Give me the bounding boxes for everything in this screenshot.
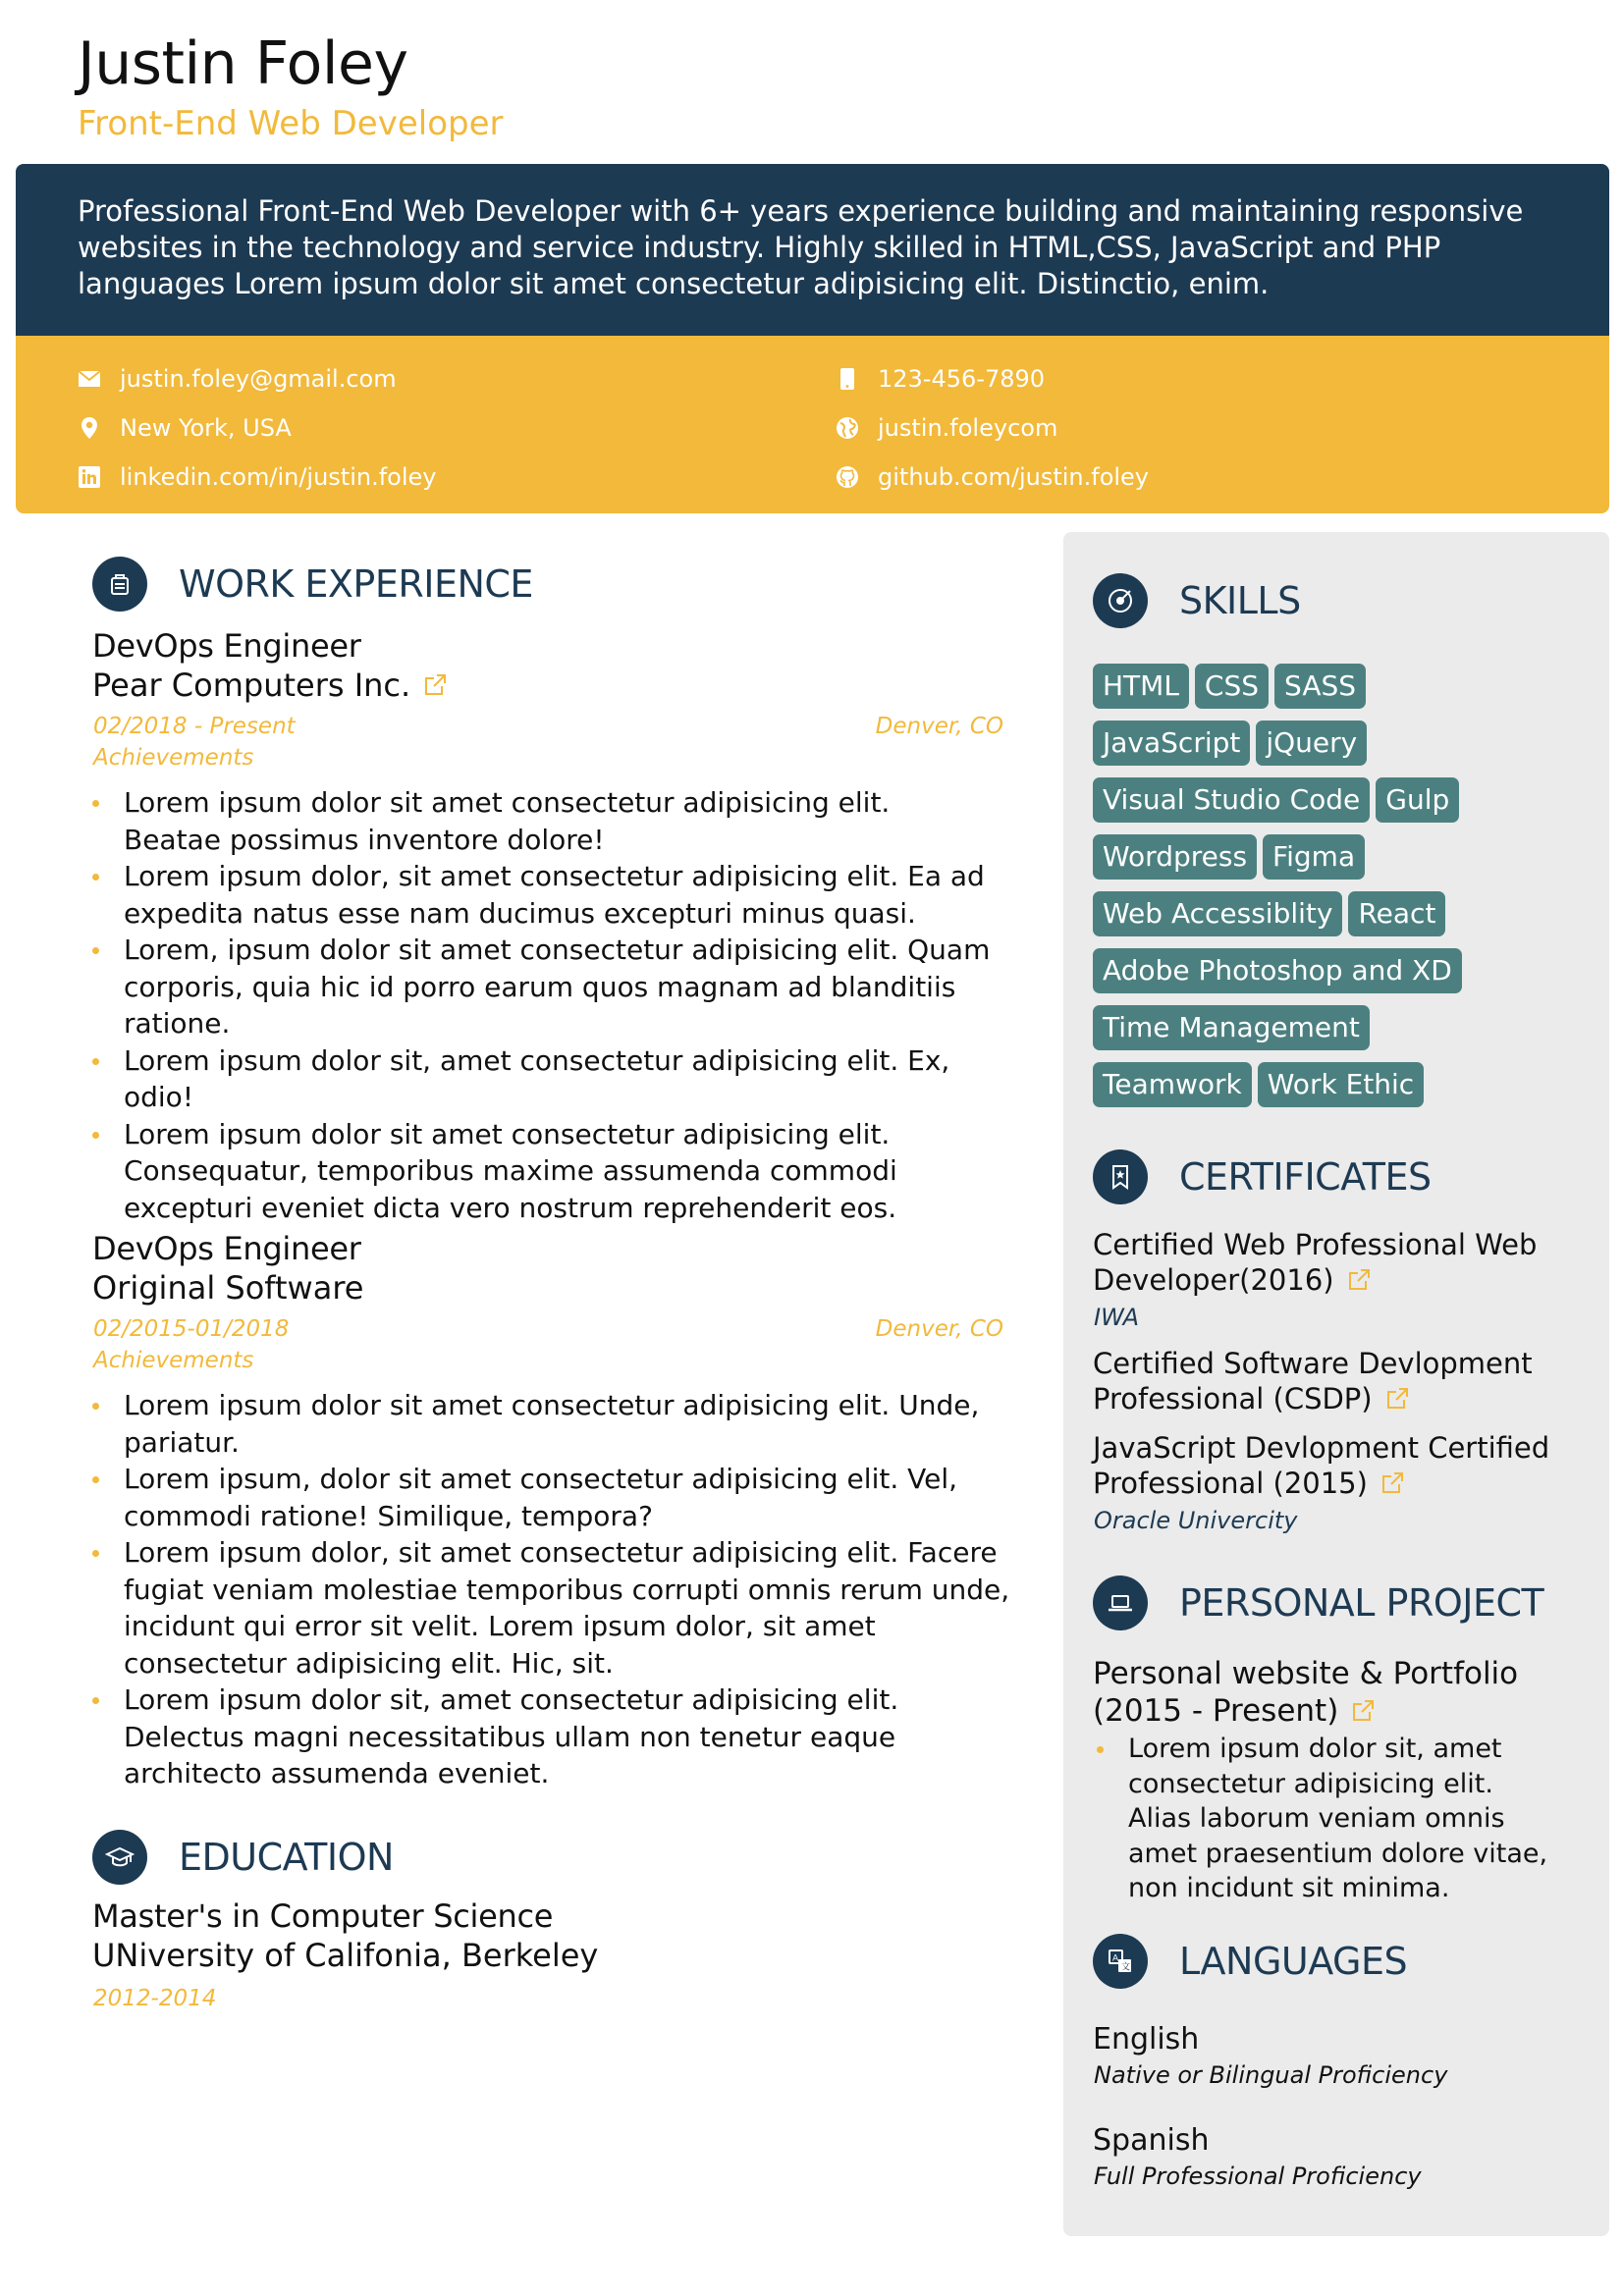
graduation-cap-icon — [92, 1830, 147, 1885]
job-title: DevOps Engineer — [92, 627, 361, 665]
certificate-item — [1093, 1346, 1533, 1416]
svg-text:A: A — [1112, 1953, 1119, 1964]
achievements-label: Achievements — [93, 1348, 254, 1373]
project-bullets — [1097, 1732, 1558, 1906]
skill-tag: CSS — [1195, 664, 1269, 709]
summary-text: Professional Front-End Web Developer with 6+ years experience building and maintaining responsive websites in the technology and service industry. Highly skilled in HTML,CSS, JavaScript and PHP languages Lorem ipsum dolor sit amet consectetur adipisicing elit. Distinctio, enim. — [78, 194, 1524, 300]
contact-website-text: justin.foleycom — [878, 414, 1058, 442]
mobile-phone-icon — [836, 367, 859, 391]
skill-row — [1093, 891, 1584, 948]
skill-tag: jQuery — [1256, 721, 1367, 766]
section-title: SKILLS — [1179, 579, 1301, 622]
job-company — [92, 1269, 363, 1307]
achievements-list — [92, 1387, 1010, 1792]
target-icon — [1093, 573, 1148, 628]
certificate-name-line2-wrap — [1093, 1381, 1533, 1416]
certificate-name-line1: Certified Web Professional Web — [1093, 1228, 1538, 1261]
contact-email[interactable] — [78, 364, 397, 394]
languages-heading — [1093, 1934, 1407, 1989]
company-name: Pear Computers Inc. — [92, 667, 411, 704]
job-dates: 02/2015-01/2018 — [93, 1316, 290, 1342]
education-dates: 2012-2014 — [93, 1986, 217, 2011]
section-title: CERTIFICATES — [1179, 1155, 1432, 1199]
list-item: Lorem ipsum, dolor sit amet consectetur adipisicing elit. Vel, commodi ratione! Similique, tempora? — [92, 1461, 1010, 1534]
list-item: Lorem ipsum dolor sit, amet consectetur adipisicing elit. Delectus magni necessitatibus ullam non tenetur eaque architecto assumenda eveniet. — [92, 1682, 1010, 1792]
project-title — [1093, 1655, 1518, 1730]
education-heading — [92, 1830, 394, 1885]
list-item: Lorem ipsum dolor sit, amet consectetur adipisicing elit. Ex, odio! — [92, 1042, 996, 1116]
certificate-name-line2: Developer(2016) — [1093, 1263, 1334, 1297]
certificates-heading — [1093, 1149, 1432, 1204]
linkedin-icon — [78, 465, 101, 489]
degree: Master's in Computer Science — [92, 1897, 554, 1935]
bookmark-star-icon — [1093, 1149, 1148, 1204]
certificate-issuer: IWA — [1094, 1304, 1140, 1331]
skill-row — [1093, 664, 1584, 721]
resume-role: Front-End Web Developer — [78, 104, 504, 143]
job-title: DevOps Engineer — [92, 1230, 361, 1267]
list-item: Lorem ipsum dolor sit amet consectetur adipisicing elit. Beatae possimus inventore dolore! — [92, 784, 996, 858]
laptop-icon — [1093, 1575, 1148, 1630]
list-item: Lorem ipsum dolor sit, amet consectetur adipisicing elit. Alias laborum veniam omnis amet praesentium dolore vitae, non incidunt sit minima. — [1097, 1732, 1558, 1906]
certificate-name-line2-wrap — [1093, 1466, 1549, 1501]
certificate-name-line1: Certified Software Devlopment — [1093, 1347, 1533, 1380]
contact-linkedin[interactable] — [78, 462, 436, 492]
achievements-list — [92, 784, 996, 1226]
project-title-line1: Personal website & Portfolio — [1093, 1656, 1519, 1691]
personal-project-heading — [1093, 1575, 1543, 1630]
skill-row — [1093, 777, 1584, 834]
work-experience-heading — [92, 557, 533, 612]
language-name: English — [1093, 2022, 1200, 2056]
external-link-icon[interactable] — [422, 672, 448, 698]
summary-panel — [16, 164, 1609, 336]
skill-tag: React — [1348, 891, 1445, 936]
svg-text:文: 文 — [1121, 1962, 1131, 1973]
certificate-name-line1: JavaScript Devlopment Certified — [1093, 1431, 1550, 1465]
project-title-line2-wrap — [1093, 1692, 1518, 1730]
skill-row — [1093, 721, 1584, 777]
company-name: Original Software — [92, 1269, 364, 1307]
school: UNiversity of Califonia, Berkeley — [92, 1937, 599, 1974]
certificate-issuer: Oracle Univercity — [1094, 1507, 1298, 1534]
map-pin-icon — [78, 416, 101, 440]
achievements-label: Achievements — [93, 745, 254, 771]
certificate-item — [1093, 1430, 1549, 1501]
list-item: Lorem ipsum dolor, sit amet consectetur adipisicing elit. Ea ad expedita natus esse nam ducimus excepturi minus quasi. — [92, 858, 996, 932]
skill-row — [1093, 1005, 1584, 1062]
job-location: Denver, CO — [875, 714, 1003, 739]
language-name: Spanish — [1093, 2123, 1210, 2158]
job-dates: 02/2018 - Present — [93, 714, 296, 739]
skill-tag: Adobe Photoshop and XD — [1093, 948, 1462, 993]
external-link-icon[interactable] — [1384, 1386, 1410, 1412]
skill-row — [1093, 834, 1584, 891]
list-item: Lorem ipsum dolor sit amet consectetur adipisicing elit. Consequatur, temporibus maxime assumenda commodi excepturi eveniet dicta vero nostrum reprehenderit eos. — [92, 1116, 996, 1227]
external-link-icon[interactable] — [1346, 1267, 1372, 1293]
external-link-icon[interactable] — [1350, 1698, 1376, 1724]
contact-location-text: New York, USA — [120, 414, 292, 442]
briefcase-icon — [92, 557, 147, 612]
job-location: Denver, CO — [875, 1316, 1003, 1342]
skills-list — [1093, 664, 1584, 1119]
resume-name: Justin Foley — [78, 29, 408, 98]
certificate-item — [1093, 1227, 1537, 1298]
language-level: Full Professional Proficiency — [1094, 2163, 1422, 2190]
skill-tag: JavaScript — [1093, 721, 1250, 766]
external-link-icon[interactable] — [1380, 1470, 1405, 1496]
section-title: PERSONAL PROJECT — [1179, 1581, 1544, 1625]
translate-icon — [1093, 1934, 1148, 1989]
skill-tag: SASS — [1274, 664, 1366, 709]
skill-row — [1093, 948, 1584, 1005]
contact-linkedin-text: linkedin.com/in/justin.foley — [120, 463, 437, 491]
globe-icon — [836, 416, 859, 440]
envelope-icon — [78, 367, 101, 391]
contact-panel — [16, 336, 1609, 513]
github-icon — [836, 465, 859, 489]
contact-github-text: github.com/justin.foley — [878, 463, 1150, 491]
certificate-name-line2: Professional (CSDP) — [1093, 1382, 1373, 1415]
list-item: Lorem ipsum dolor sit amet consectetur adipisicing elit. Unde, pariatur. — [92, 1387, 1010, 1461]
section-title: WORK EXPERIENCE — [179, 562, 533, 606]
skill-tag: Time Management — [1093, 1005, 1370, 1050]
skill-tag: Wordpress — [1093, 834, 1257, 880]
list-item: Lorem, ipsum dolor sit amet consectetur adipisicing elit. Quam corporis, quia hic id porro earum quos magnam ad blanditiis ratione. — [92, 932, 996, 1042]
contact-phone-text: 123-456-7890 — [878, 365, 1046, 393]
section-title: LANGUAGES — [1179, 1940, 1408, 1983]
project-title-line2: (2015 - Present) — [1093, 1693, 1339, 1729]
skill-tag: Figma — [1263, 834, 1365, 880]
job-company — [92, 667, 448, 704]
skills-heading — [1093, 573, 1301, 628]
skill-tag: Work Ethic — [1258, 1062, 1424, 1107]
section-title: EDUCATION — [179, 1836, 394, 1879]
list-item: Lorem ipsum dolor, sit amet consectetur adipisicing elit. Facere fugiat veniam molestiae temporibus corrupti omnis rerum unde, incidunt qui error sit velit. Lorem ipsum dolor, sit amet consectetur adipisicing elit. Hic, sit. — [92, 1534, 1010, 1682]
contact-location — [78, 413, 292, 443]
skill-tag: Gulp — [1376, 777, 1459, 823]
contact-website[interactable] — [836, 413, 1057, 443]
skill-row — [1093, 1062, 1584, 1119]
skill-tag: HTML — [1093, 664, 1189, 709]
skill-tag: Visual Studio Code — [1093, 777, 1370, 823]
contact-github[interactable] — [836, 462, 1149, 492]
contact-phone[interactable] — [836, 364, 1045, 394]
language-level: Native or Bilingual Proficiency — [1094, 2061, 1448, 2089]
skill-tag: Teamwork — [1093, 1062, 1252, 1107]
certificate-name-line2: Professional (2015) — [1093, 1467, 1368, 1500]
contact-email-text: justin.foley@gmail.com — [120, 365, 397, 393]
certificate-name-line2-wrap — [1093, 1262, 1537, 1298]
skill-tag: Web Accessiblity — [1093, 891, 1342, 936]
